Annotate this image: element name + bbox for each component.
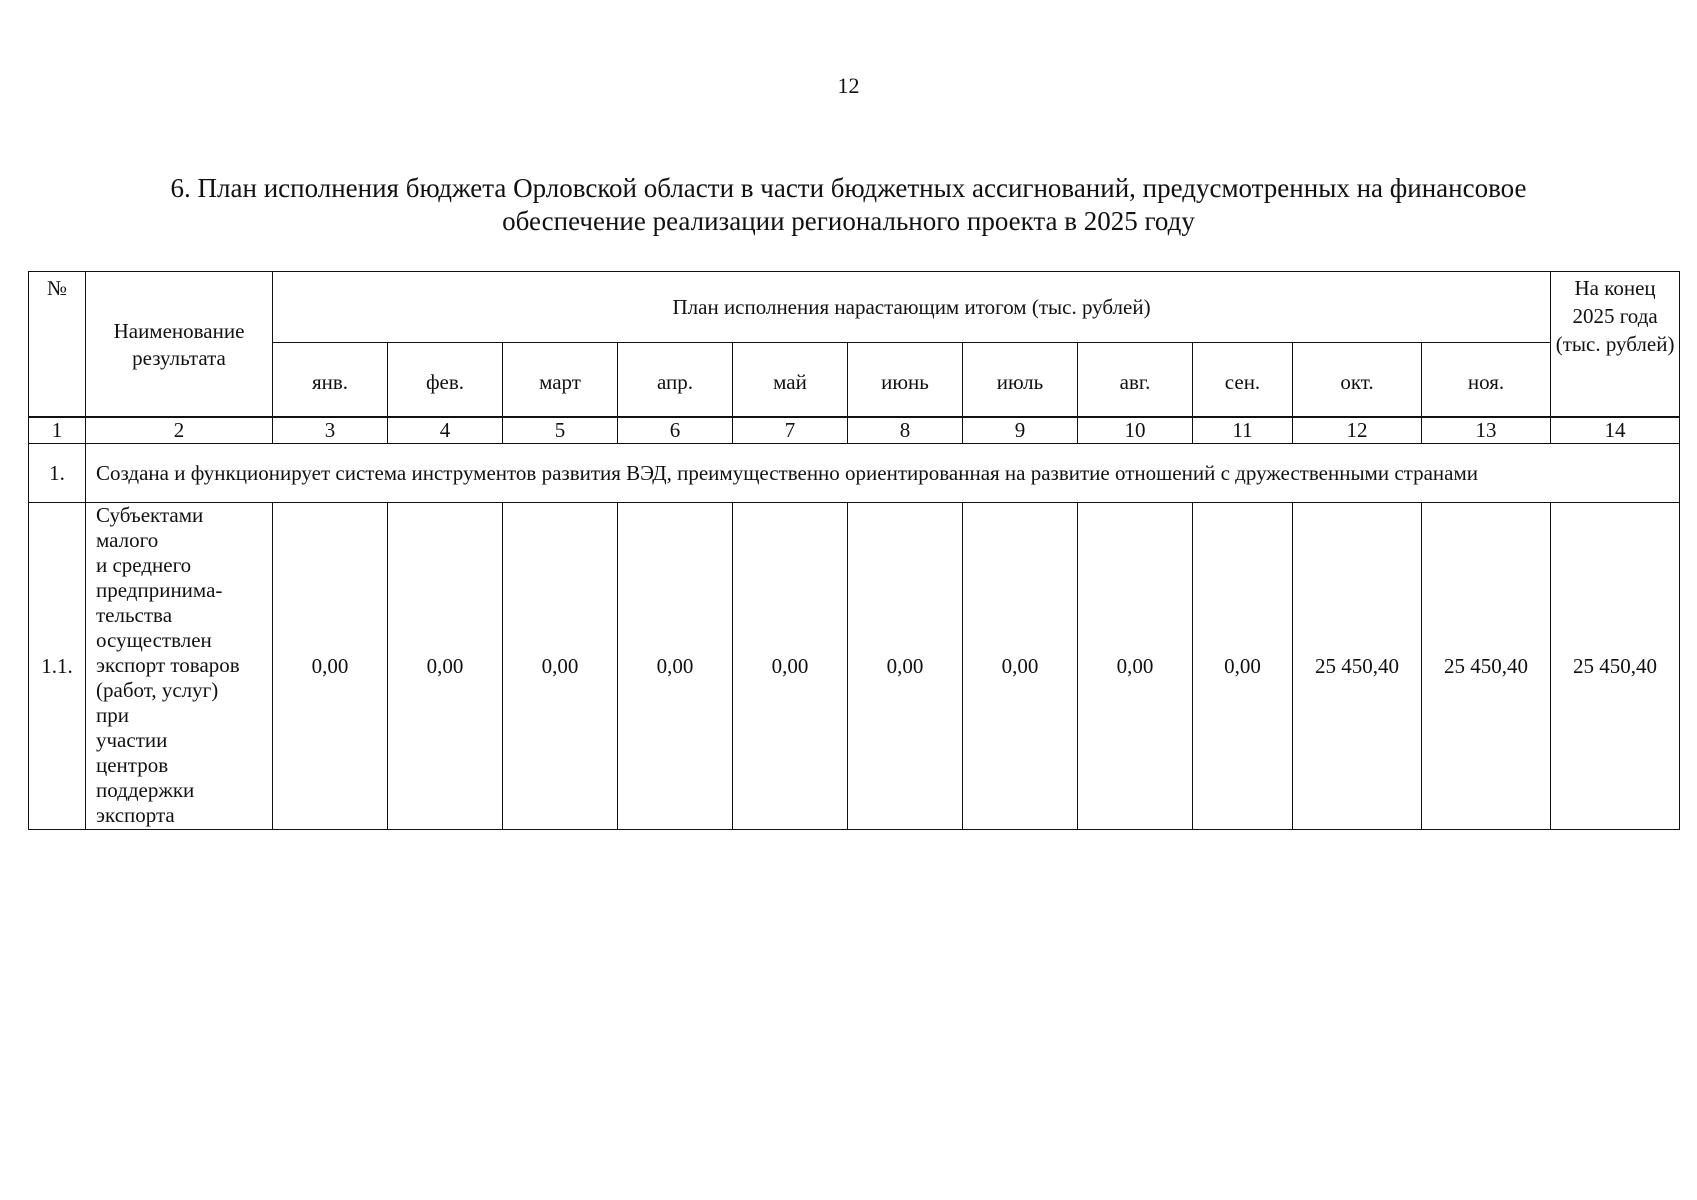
section-number: 1. bbox=[29, 444, 86, 503]
column-index: 12 bbox=[1293, 417, 1422, 444]
column-index: 4 bbox=[388, 417, 503, 444]
header-month: ноя. bbox=[1422, 343, 1551, 418]
value-cell: 0,00 bbox=[503, 503, 618, 830]
column-index: 1 bbox=[29, 417, 86, 444]
value-cell: 0,00 bbox=[1078, 503, 1193, 830]
value-cell-end-of-year: 25 450,40 bbox=[1551, 503, 1680, 830]
header-month: май bbox=[733, 343, 848, 418]
column-index: 6 bbox=[618, 417, 733, 444]
column-index: 13 bbox=[1422, 417, 1551, 444]
header-month: сен. bbox=[1193, 343, 1293, 418]
column-index-row bbox=[29, 417, 1680, 444]
value-cell: 0,00 bbox=[273, 503, 388, 830]
column-index: 7 bbox=[733, 417, 848, 444]
column-index: 14 bbox=[1551, 417, 1680, 444]
document-title-line-1: 6. План исполнения бюджета Орловской области в части бюджетных ассигнований, предусмотренных на финансовое bbox=[170, 173, 1527, 203]
column-index: 10 bbox=[1078, 417, 1193, 444]
header-month: июнь bbox=[848, 343, 963, 418]
value-cell: 0,00 bbox=[963, 503, 1078, 830]
header-month: окт. bbox=[1293, 343, 1422, 418]
header-month: март bbox=[503, 343, 618, 418]
header-month: июль bbox=[963, 343, 1078, 418]
value-cell: 25 450,40 bbox=[1293, 503, 1422, 830]
row-number: 1.1. bbox=[29, 503, 86, 830]
header-month: янв. bbox=[273, 343, 388, 418]
value-cell: 0,00 bbox=[618, 503, 733, 830]
document-title bbox=[60, 172, 1637, 238]
value-cell: 0,00 bbox=[848, 503, 963, 830]
result-name: Субъектами малого и среднего предпринима- тельства осуществлен экспорт товаров (работ, услуг) при участии центров поддержки экспорта bbox=[86, 503, 273, 830]
section-title: Создана и функционирует система инструментов развития ВЭД, преимущественно ориентированная на развитие отношений с дружественными странами bbox=[86, 444, 1680, 503]
header-month: апр. bbox=[618, 343, 733, 418]
value-cell: 25 450,40 bbox=[1422, 503, 1551, 830]
page-number: 12 bbox=[837, 73, 860, 98]
budget-table-header bbox=[28, 271, 1680, 418]
header-number: № bbox=[29, 272, 86, 418]
header-month: фев. bbox=[388, 343, 503, 418]
document-title-line-2: обеспечение реализации регионального проекта в 2025 году bbox=[502, 206, 1195, 236]
budget-table-body bbox=[28, 416, 1680, 830]
header-month: авг. bbox=[1078, 343, 1193, 418]
column-index: 8 bbox=[848, 417, 963, 444]
column-index: 3 bbox=[273, 417, 388, 444]
column-index: 11 bbox=[1193, 417, 1293, 444]
section-row bbox=[29, 444, 1680, 503]
column-index: 9 bbox=[963, 417, 1078, 444]
column-index: 5 bbox=[503, 417, 618, 444]
header-result-name: Наименование результата bbox=[86, 272, 273, 418]
value-cell: 0,00 bbox=[388, 503, 503, 830]
value-cell: 0,00 bbox=[1193, 503, 1293, 830]
value-cell: 0,00 bbox=[733, 503, 848, 830]
column-index: 2 bbox=[86, 417, 273, 444]
header-end-of-year: На конец 2025 года (тыс. рублей) bbox=[1551, 272, 1680, 418]
header-plan: План исполнения нарастающим итогом (тыс. рублей) bbox=[273, 272, 1551, 343]
table-row bbox=[29, 503, 1680, 830]
